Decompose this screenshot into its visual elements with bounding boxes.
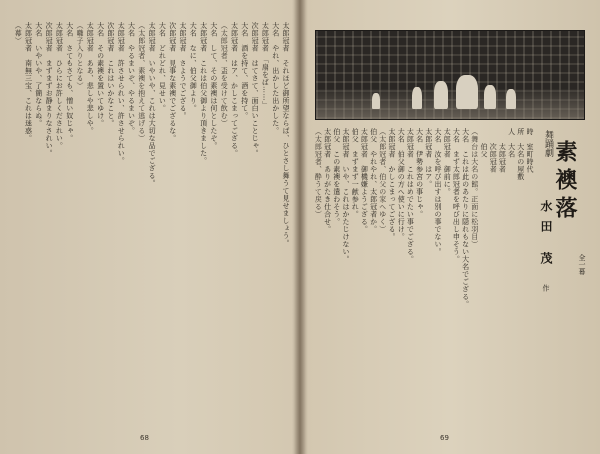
text-column: 太郎冠者 いやいや、これは大切な品でござる。	[148, 22, 157, 187]
play-title: 素襖落	[552, 140, 578, 224]
text-column: 大名 その素襖を置いてゆけ。	[96, 22, 105, 127]
text-column: （幕）	[14, 22, 23, 45]
text-column: 人 大名	[507, 128, 516, 158]
play-title-note: 全一幕	[578, 254, 586, 275]
text-column: 太郎冠者 いや、これはかたじけない。	[342, 128, 350, 263]
text-column: 伯父 まずまず一献参れ。	[351, 128, 360, 218]
text-column: 太郎冠者 「扇をば……」	[261, 22, 270, 109]
text-column: 太郎冠者 ありがたき仕合せ。	[323, 128, 332, 233]
photo-figure	[506, 89, 516, 109]
text-column: 太郎冠者 御前に。	[443, 128, 452, 196]
text-column: 大名 さてもさても、憎い奴じゃ。	[65, 22, 74, 142]
stage-photograph	[315, 30, 585, 120]
text-column: 太郎冠者 これはめでたい事でござる。	[406, 128, 415, 263]
text-column: 大名 これは此のあたりに隠れもない大名でござる。	[461, 128, 470, 308]
text-column: （太郎冠者、盃を受けて飲む）	[220, 22, 229, 127]
left-page-number: 68	[140, 434, 149, 442]
text-column: 太郎冠者 かしこまってござる。	[388, 128, 396, 241]
text-column: （太郎冠者、酔うて戻る）	[314, 128, 323, 218]
photo-figure	[434, 81, 448, 109]
text-column: 大名 伊勢参宮の事じゃ。	[415, 128, 424, 218]
text-column: 大名 やるまいぞ、やるまいぞ。	[127, 22, 136, 135]
photo-figure	[412, 87, 422, 109]
text-column: （囃子入りとなる）	[76, 22, 84, 90]
play-author	[538, 200, 555, 291]
text-column: 太郎冠者 御機嫌ようござる。	[360, 128, 369, 233]
text-column: 大名 やれ、出かした出かした。	[271, 22, 280, 135]
text-column: 太郎冠者 これは伯父御より頂きました。	[199, 22, 208, 165]
text-column: （太郎冠者、素襖を抱えて逃げる）	[137, 22, 146, 142]
text-column: 大名 伯父御の方へ使いに行け。	[397, 128, 406, 241]
text-column: 太郎冠者 ひらにお許しくだされい。	[55, 22, 64, 150]
text-column: 次郎冠者 これはいかなこと。	[106, 22, 115, 127]
text-column: 太郎冠者 はア。	[424, 128, 433, 188]
text-column: （太郎冠者、伯父の家へゆく）	[378, 128, 387, 233]
right-page-number: 69	[440, 434, 449, 442]
right-page	[300, 0, 600, 454]
play-genre: 舞踊劇	[543, 130, 553, 157]
photo-figure	[484, 85, 496, 109]
text-column: （舞台は大名の館。正面に松羽目）	[470, 128, 479, 248]
author-suffix: 作	[542, 284, 550, 292]
text-column: 大名 して、その素襖は何としたぞ。	[209, 22, 218, 150]
text-column: 所 大名の屋敷	[516, 128, 525, 181]
photo-stage-floor	[316, 89, 584, 119]
text-column: 次郎冠者	[489, 128, 498, 173]
text-column: 太郎冠者 はア、かしこまってござる。	[230, 22, 239, 157]
text-column: 時 室町時代	[526, 128, 534, 173]
text-column: 伯父 やれやれ、太郎冠者か。	[369, 128, 378, 233]
text-column: 太郎冠者 それほど御所望ならば、ひとさし舞うて見せましょう。	[282, 22, 290, 247]
text-column: 太郎冠者	[498, 128, 507, 173]
text-column: 伯父	[480, 128, 488, 158]
photo-figure	[372, 93, 380, 109]
text-column: 大名 酒を持て、酒を持て。	[240, 22, 249, 120]
text-column: 太郎冠者 許させられい、許させられい。	[117, 22, 126, 165]
text-column: 大名 汝を呼び出すは別の事でない。	[434, 128, 442, 256]
text-column: 大名 いやいや、了簡ならぬ。	[34, 22, 43, 127]
text-column: 次郎冠者 はてさて、面白いことじゃ。	[251, 22, 260, 157]
text-column: 次郎冠者 まずまずお静まりなされい。	[45, 22, 54, 157]
author-given-name: 茂	[539, 252, 553, 273]
text-column: 大名 まず太郎冠者を呼び出し申そう。	[452, 128, 461, 263]
text-column: 大名 どれどれ、見せい。	[158, 22, 167, 112]
text-column: 太郎冠者 南無三宝、これは迷惑。	[24, 22, 33, 142]
author-surname: 水田	[539, 200, 553, 240]
text-column: 太郎冠者 ああ、悲しや悲しや。	[86, 22, 95, 135]
text-column: 伯父 この素襖を遣わそう。	[332, 128, 341, 226]
text-column: 太郎冠者 さようでござる。	[179, 22, 187, 120]
text-column: 次郎冠者 見事な素襖でござるな。	[168, 22, 177, 142]
photo-figure	[456, 75, 478, 109]
text-column: 大名 なに、伯父御より。	[189, 22, 198, 112]
